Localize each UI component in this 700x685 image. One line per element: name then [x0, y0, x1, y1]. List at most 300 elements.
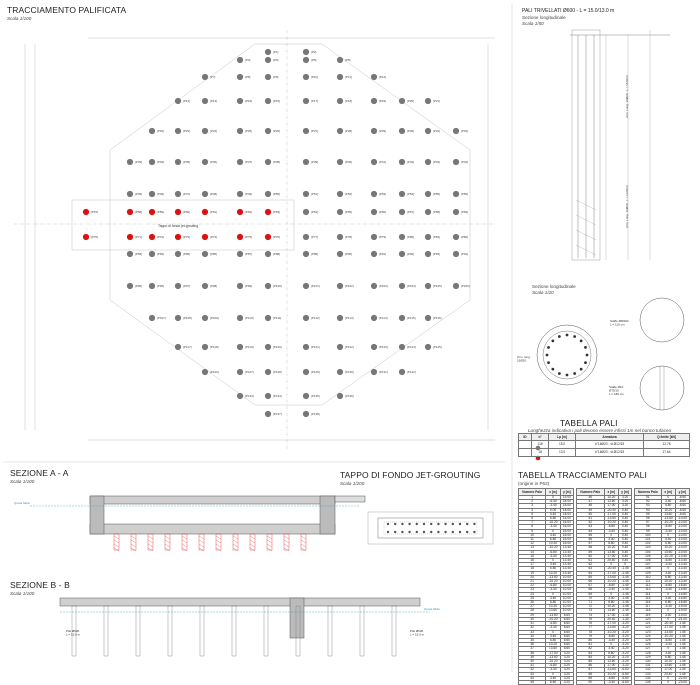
tracc-cell: 131 [635, 664, 662, 668]
pile-label: [P12] [379, 75, 387, 80]
pile-label: [P84] [157, 252, 165, 257]
pile-label: [P31] [433, 129, 441, 134]
tappo-detail [368, 512, 493, 544]
pali-sub: Sezione longitudinale [522, 15, 566, 20]
jet-dot [459, 523, 461, 525]
tracc-cell: 10.20 [604, 546, 619, 550]
aa-pile-hatch [250, 548, 255, 551]
tracc-cell: -6.60 [675, 508, 689, 512]
aa-pile-hatch [199, 540, 204, 543]
pile-marker [175, 98, 181, 104]
tracc-cell: 61 [577, 559, 605, 563]
plan-title: TRACCIAMENTO PALIFICATA [7, 5, 127, 15]
tracc-cell: 0 [661, 647, 675, 651]
tracc-cell: 10.00 [560, 605, 573, 609]
tracc-cell: 10.20 [661, 508, 675, 512]
pile-label: [P111] [273, 316, 282, 321]
pile-label: [P68] [433, 210, 441, 215]
tracc-cell: 16.00 [560, 521, 573, 525]
tracc-cell: 10.20 [604, 655, 619, 659]
pali-title: PALI TRIVELLATI Ø600 - L = 15.0/13.0 m [522, 8, 615, 14]
tracc-cell: 10.00 [560, 596, 573, 600]
pile-marker [149, 315, 155, 321]
tabella-pali-cell: 15.0 [549, 441, 576, 449]
sez-long-scale: Scala 1/20 [532, 290, 554, 295]
tracc-header-cell: Numero Palo [577, 489, 605, 496]
tracc-cell: -3.40 [546, 554, 560, 558]
pile-marker [237, 209, 243, 215]
pile-marker [265, 411, 271, 417]
tracc-cell: 0 [604, 643, 619, 647]
jet-dot [437, 531, 439, 533]
pile-marker [371, 74, 377, 80]
pile-label: [P95] [135, 284, 143, 289]
jet-dot [437, 523, 439, 525]
tracc-cell: 1.45 [675, 622, 689, 626]
tracc-cell: 3.40 [546, 533, 560, 537]
tracc-cell: 1.45 [675, 638, 689, 642]
aa-pile-hatch [216, 536, 221, 539]
pile-marker [303, 315, 309, 321]
tracc-cell: 134 [635, 676, 662, 680]
pile-marker [453, 209, 459, 215]
tracc-cell: 6.60 [560, 622, 573, 626]
pile-marker [175, 128, 181, 134]
rebar-dot [584, 346, 587, 349]
pile-marker [175, 159, 181, 165]
pile-label: [P15] [245, 99, 253, 104]
pile-marker [337, 283, 343, 289]
aa-pile-hatch [233, 548, 238, 551]
tracc-cell: -10.00 [675, 542, 689, 546]
pile-marker [303, 191, 309, 197]
tracc-cell: -6.60 [619, 672, 632, 676]
jet-dot [423, 523, 425, 525]
tracc-cell: 77 [577, 626, 605, 630]
tracc-cell: 6 [519, 517, 546, 521]
tabella-pali-cell: n°16Ø20 - st.Ø12/15 [575, 441, 643, 449]
tracc-cell: -6.80 [546, 584, 560, 588]
tracc-cell: 6.80 [661, 601, 675, 605]
pile-label: [P57] [91, 210, 99, 215]
tracc-cell: -16.80 [675, 596, 689, 600]
pile-label: [P113] [345, 316, 354, 321]
jet-dot [473, 523, 475, 525]
pile-label: [P135] [311, 394, 320, 399]
tracc-cell: 11 [519, 538, 546, 542]
tracc-cell: -19.00 [675, 605, 689, 609]
tabella-pali-cell: 12.78 [644, 441, 690, 449]
tracc-cell: 3.40 [546, 634, 560, 638]
tracc-cell: 3.40 [604, 538, 619, 542]
sez-bb-title: SEZIONE B - B [10, 580, 70, 590]
tracc-cell: -6.80 [546, 622, 560, 626]
tracc-row [519, 680, 574, 684]
rebar-dot [584, 361, 587, 364]
jet-dot [473, 531, 475, 533]
aa-pile-hatch [148, 536, 153, 539]
tracc-cell: 3.20 [619, 500, 632, 504]
tracc-cell: 1.45 [675, 634, 689, 638]
pile-label: [P87] [245, 252, 253, 257]
tracc-cell: 118 [635, 609, 662, 613]
tracc-cell: 13 [519, 546, 546, 550]
tracc-cell: 3.40 [661, 651, 675, 655]
tracc-cell: 133 [635, 672, 662, 676]
tracc-cell: 6.80 [546, 638, 560, 642]
tracc-cell: 13.60 [661, 512, 675, 516]
pile-label: [P98] [210, 284, 218, 289]
pile-label: [P16] [273, 99, 281, 104]
pile-grid [83, 49, 470, 417]
pile-marker [303, 209, 309, 215]
tracc-cell: 0.40 [619, 521, 632, 525]
tracc-cell: 1.45 [675, 626, 689, 630]
pile-marker [175, 344, 181, 350]
tracc-cell: 46 [577, 496, 605, 500]
tracc-cell: -16.80 [675, 601, 689, 605]
pile-marker [202, 191, 208, 197]
pile-label: [P23] [183, 129, 191, 134]
tracc-cell: 67 [577, 584, 605, 588]
aa-pile-hatch [199, 548, 204, 551]
section-bb-piles [72, 606, 396, 656]
tracc-cell: 75 [577, 617, 605, 621]
tabella-pali-cell: n°16Ø20 - st.Ø12/15 [575, 449, 643, 457]
tracc-cell: -6.60 [619, 680, 632, 684]
tracc-cell: 1.45 [675, 672, 689, 676]
tracc-cell: 0.40 [619, 533, 632, 537]
pile-label: [P55] [433, 192, 441, 197]
tracc-cell: 1.45 [675, 659, 689, 663]
tracc-cell: -20.40 [604, 508, 619, 512]
pile-marker [175, 191, 181, 197]
tracc-cell: 125 [635, 638, 662, 642]
pile-label: [P128] [273, 370, 282, 375]
tracc-cell: 82 [577, 647, 605, 651]
tracc-cell: 80 [577, 638, 605, 642]
pile-marker [202, 234, 208, 240]
tracc-cell: 16.00 [560, 533, 573, 537]
pile-label: [P133] [245, 394, 254, 399]
pile-marker [149, 234, 155, 240]
rebar-dot [558, 372, 561, 375]
tracc-cell: -6.60 [675, 500, 689, 504]
tracc-cell: 3.40 [546, 676, 560, 680]
tracc-cell: -10.00 [675, 525, 689, 529]
jet-dot [452, 523, 454, 525]
tracc-cell: 43 [519, 672, 546, 676]
tracc-cell: 17.00 [604, 554, 619, 558]
tabella-pali-cell: 116 [532, 441, 549, 449]
pile-marker [202, 209, 208, 215]
tracc-header-cell: Numero Palo [519, 489, 546, 496]
tabella-pali-header-cell: ID [519, 434, 532, 441]
staffe2-label: Staffe Ø10 Ø75/10 L = 180 cm [609, 385, 624, 397]
pile-label: [P70] [91, 235, 99, 240]
pile-marker [425, 191, 431, 197]
pile-marker [337, 315, 343, 321]
tracc-cell: 13.40 [560, 563, 573, 567]
tracc-cell: 104 [635, 550, 662, 554]
tracc-cell: 0.40 [619, 559, 632, 563]
tracc-cell: -13.40 [675, 571, 689, 575]
aa-pile-hatch [131, 540, 136, 543]
pile-marker [337, 393, 343, 399]
pile-marker [303, 393, 309, 399]
tracc-cell: 129 [635, 655, 662, 659]
tracc-cell: 17.00 [604, 504, 619, 508]
section-aa-piles [114, 534, 306, 551]
pile-label: [P94] [461, 252, 469, 257]
tracc-cell: 0 [661, 592, 675, 596]
tracc-cell: 49 [577, 508, 605, 512]
tracc-cell: 48 [577, 504, 605, 508]
pile-label: [P110] [245, 316, 254, 321]
tracc-cell: 10.20 [546, 643, 560, 647]
tracc-cell: 0 [661, 680, 675, 684]
tracc-cell: -1.45 [619, 596, 632, 600]
pile-label: [P43] [433, 160, 441, 165]
tabella-pali-row [519, 441, 690, 449]
tracc-cell: 23 [519, 588, 546, 592]
tracc-cell: 6.80 [546, 601, 560, 605]
tracc-cell: 119 [635, 613, 662, 617]
pile-label: [P120] [273, 345, 282, 350]
tracc-cell: -13.60 [546, 613, 560, 617]
aa-pile-hatch [114, 544, 119, 547]
tracc-cell: 27 [519, 605, 546, 609]
tracc-cell: -3.40 [661, 605, 675, 609]
pile-marker [425, 344, 431, 350]
pile-marker [303, 344, 309, 350]
aa-pile-hatch [301, 540, 306, 543]
tracc-cell: 63 [577, 567, 605, 571]
tracc-cell: -6.80 [546, 550, 560, 554]
tracc-cell: 130 [635, 659, 662, 663]
pile-cross-section-small [640, 298, 684, 410]
jet-dot [466, 523, 468, 525]
pile-marker [303, 283, 309, 289]
pile-marker [127, 234, 133, 240]
tracc-cell: -3.40 [604, 588, 619, 592]
pile-label: [P29] [379, 129, 387, 134]
tracc-cell: 18.00 [560, 504, 573, 508]
tracc-cell: 0.40 [619, 529, 632, 533]
aa-pile-hatch [199, 544, 204, 547]
pile-marker [265, 74, 271, 80]
tracc-cell: -1.45 [619, 613, 632, 617]
jet-dot [430, 531, 432, 533]
tracc-cell: -1.45 [619, 601, 632, 605]
tracc-cell: 112 [635, 584, 662, 588]
tracc-cell: -6.80 [661, 638, 675, 642]
tracc-cell: 30 [519, 617, 546, 621]
tracc-cell: 6.60 [560, 638, 573, 642]
tracc-cell: 10.00 [560, 575, 573, 579]
tracc-cell: 13.40 [560, 571, 573, 575]
pile-label: [P132] [407, 370, 416, 375]
tracc-table-1 [518, 488, 574, 685]
pile-label: [P13] [183, 99, 191, 104]
pali-scale: Scala 1/50 [522, 21, 544, 26]
rebar-dot [547, 346, 550, 349]
pile-label: [P129] [311, 370, 320, 375]
pile-marker [425, 209, 431, 215]
tracc-cell: 3.20 [560, 655, 573, 659]
pile-label: [P88] [273, 252, 281, 257]
tracc-cell: 18.00 [560, 508, 573, 512]
pile-label: [P116] [433, 316, 442, 321]
pile-marker [175, 209, 181, 215]
pile-marker [371, 251, 377, 257]
jet-dot [452, 531, 454, 533]
tracc-cell: 28 [519, 609, 546, 613]
rebar-dot [551, 339, 554, 342]
tracc-cell: -10.20 [546, 659, 560, 663]
pile-label: [P107] [157, 316, 166, 321]
tracc-cell: 0.40 [619, 517, 632, 521]
tracc-cell: 13.40 [560, 546, 573, 550]
pile-label: [P20] [407, 99, 415, 104]
tabella-pali-header-cell: Q limite [kN] [644, 434, 690, 441]
tracc-cell: 32 [519, 626, 546, 630]
armatura-label: Arm. long. 16Ø20 [517, 355, 531, 363]
pile-label: [P105] [433, 284, 442, 289]
tracc-cell: 50 [577, 512, 605, 516]
tracc-cell: 16.00 [560, 542, 573, 546]
pile-label: [P89] [311, 252, 319, 257]
tracc-cell: 6.60 [560, 634, 573, 638]
pile-label: [P77] [311, 235, 319, 240]
tracc-cell: -17.00 [546, 651, 560, 655]
tracc-cell: 35 [519, 638, 546, 642]
tracc-cell: 1.45 [675, 643, 689, 647]
tracc-cell: 94 [635, 508, 662, 512]
quota-falda-bb-label: Quota falda [424, 607, 440, 611]
pile-marker [337, 159, 343, 165]
pile-marker [425, 251, 431, 257]
tracc-cell: -10.20 [604, 580, 619, 584]
pile-marker [303, 57, 309, 63]
bb-pile [168, 606, 172, 656]
pile-label: [P27] [311, 129, 319, 134]
pile-marker [237, 159, 243, 165]
pile-marker [202, 98, 208, 104]
tracc-cell: 0 [661, 617, 675, 621]
tabella-pali-row [519, 449, 690, 457]
jet-dot [408, 523, 410, 525]
rebar-dot [547, 361, 550, 364]
pile-label: [P42] [407, 160, 415, 165]
pile-label: [P125] [433, 345, 442, 350]
jet-dot [408, 531, 410, 533]
pile-marker [399, 209, 405, 215]
pile-marker [149, 191, 155, 197]
tracc-cell: -3.40 [661, 588, 675, 592]
tracc-cell: 73 [577, 609, 605, 613]
tracc-cell: 10.20 [661, 546, 675, 550]
jet-dot [423, 531, 425, 533]
jet-dot [394, 531, 396, 533]
tracc-cell: 84 [577, 655, 605, 659]
pile-marker [399, 98, 405, 104]
sez-long-title: Sezione longitudinale [532, 284, 576, 289]
tracc-header-cell: x [m] [546, 489, 560, 496]
tracc-cell: 135 [635, 680, 662, 684]
pile-label: [P9] [273, 75, 279, 80]
tracc-cell: 16.00 [560, 525, 573, 529]
tracc-cell: 106 [635, 559, 662, 563]
aa-pile-hatch [114, 536, 119, 539]
pile-marker [237, 98, 243, 104]
pile-marker [83, 234, 89, 240]
aa-pile-hatch [165, 548, 170, 551]
tracc-cell: 55 [577, 533, 605, 537]
tracc-cell: 38 [519, 651, 546, 655]
pile-label: [P18] [345, 99, 353, 104]
tracc-header-cell: y [m] [675, 489, 689, 496]
tracc-cell: 17.00 [661, 668, 675, 672]
tabella-pali-title: TABELLA PALI [560, 418, 618, 428]
tracc-cell: 105 [635, 554, 662, 558]
pile-label: [P34] [157, 160, 165, 165]
tracc-cell: 3.20 [619, 504, 632, 508]
aa-pile-hatch [216, 544, 221, 547]
frame-lines [3, 4, 512, 672]
tracc-cell: -10.00 [675, 521, 689, 525]
tracc-cell: 0 [604, 533, 619, 537]
pile-marker [202, 369, 208, 375]
tracc-cell: 13.60 [604, 550, 619, 554]
pile-marker [453, 251, 459, 257]
pile-label: [P39] [311, 160, 319, 165]
tracc-cell: 12 [519, 542, 546, 546]
pile-label: [P114] [379, 316, 388, 321]
pile-label: [P41] [379, 160, 387, 165]
tracc-cell: -23.00 [675, 680, 689, 684]
tracc-cell: 25 [519, 596, 546, 600]
staffe-label: Staffe Ø8/200 L = 110 cm [610, 319, 629, 327]
pile-marker [371, 128, 377, 134]
tracc-cell: -6.60 [675, 496, 689, 500]
pile-marker [453, 283, 459, 289]
pile-marker [127, 159, 133, 165]
tracc-cell: 86 [577, 664, 605, 668]
tabella-pali-sub: Lunghezza indicativa i pali devono essere infissi 1m nel banco tufaceo [528, 428, 672, 433]
rebar-dot [558, 335, 561, 338]
aa-pile-hatch [301, 536, 306, 539]
tracc-cell: 10.00 [560, 592, 573, 596]
tracc-cell: -6.60 [619, 676, 632, 680]
rebar-dot [546, 354, 549, 357]
tracc-cell: 6.80 [604, 601, 619, 605]
tracc-cell: -3.20 [619, 643, 632, 647]
tracc-table-3 [634, 488, 690, 685]
aa-pile-hatch [216, 540, 221, 543]
tracc-cell: -13.60 [661, 517, 675, 521]
tracc-sub: (origine in P62) [518, 481, 550, 486]
pile-marker [337, 128, 343, 134]
tracc-cell: 0 [546, 529, 560, 533]
pile-label: [P1] [273, 50, 279, 55]
tracc-cell: -3.40 [546, 525, 560, 529]
bb-pile [136, 606, 140, 656]
pile-marker [265, 128, 271, 134]
tracc-cell: -16.80 [675, 588, 689, 592]
tracc-cell: -10.20 [546, 546, 560, 550]
pile-marker [337, 209, 343, 215]
